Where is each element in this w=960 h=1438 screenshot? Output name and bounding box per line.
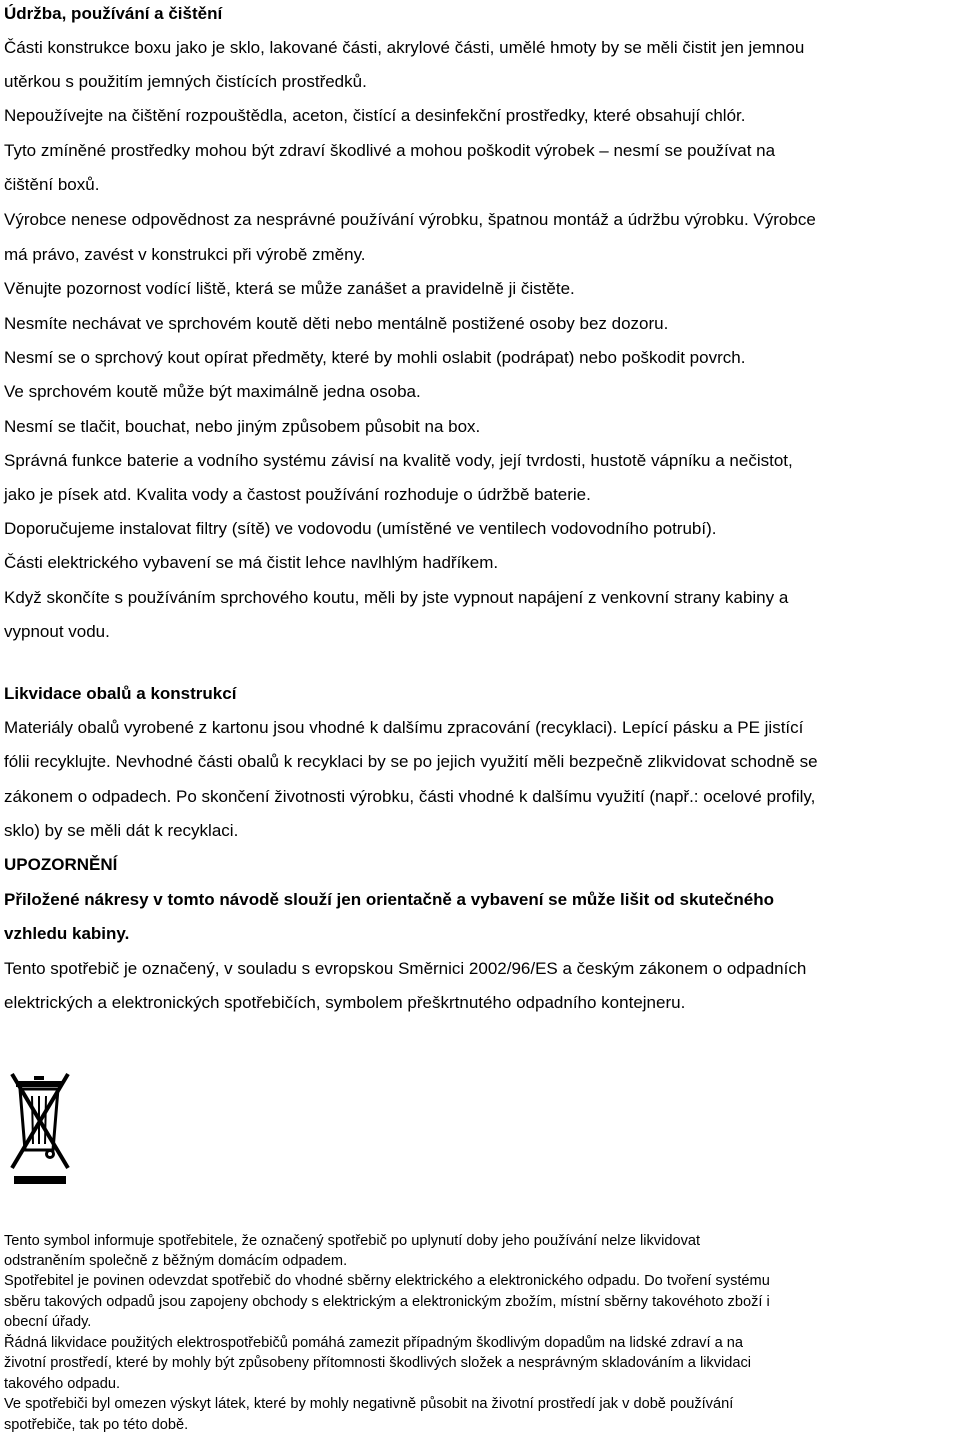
footnote-line: Řádná likvidace použitých elektrospotřebičů pomáhá zamezit případným škodlivým dopadům na lidské zdraví a na <box>4 1335 743 1351</box>
paragraph-line: utěrkou s použitím jemných čistících prostředků. <box>4 72 367 91</box>
paragraph-line: Nesmí se o sprchový kout opírat předměty, které by mohli oslabit (podrápat) nebo poškodit povrch. <box>4 348 746 367</box>
paragraph-line: Nesmíte nechávat ve sprchovém koutě děti nebo mentálně postižené osoby bez dozoru. <box>4 314 669 333</box>
paragraph-line: zákonem o odpadech. Po skončení životnosti výrobku, části vhodné k dalšímu využití (např.: ocelové profily, <box>4 787 816 806</box>
footnote-line: sběru takových odpadů jsou zapojeny obchody s elektrickým a elektronickým zbožím, místní sběrny takovéhoto zboží i <box>4 1294 770 1310</box>
paragraph-line: Výrobce nenese odpovědnost za nesprávné používání výrobku, špatnou montáž a údržbu výrobku. Výrobce <box>4 210 816 229</box>
footnote-line: obecní úřady. <box>4 1314 92 1330</box>
paragraph-line: Materiály obalů vyrobené z kartonu jsou vhodné k dalšímu zpracování (recyklaci). Lepící pásku a PE jistící <box>4 718 804 737</box>
paragraph-line: Části konstrukce boxu jako je sklo, lakované části, akrylové části, umělé hmoty by se měli čistit jen jemnou <box>4 38 805 57</box>
heading-warning: UPOZORNĚNÍ <box>4 855 118 874</box>
footnote-line: takového odpadu. <box>4 1376 121 1392</box>
heading-maintenance: Údržba, používání a čištění <box>4 4 223 23</box>
paragraph-line: Ve sprchovém koutě může být maximálně jedna osoba. <box>4 382 421 401</box>
paragraph-line: fólii recyklujte. Nevhodné části obalů k recyklaci by se po jejich využití měli bezpečně zlikvidovat schodně se <box>4 752 818 771</box>
paragraph-line: Části elektrického vybavení se má čistit lehce navlhlým hadříkem. <box>4 553 499 572</box>
paragraph-line: Nepoužívejte na čištění rozpouštědla, aceton, čistící a desinfekční prostředky, které obsahují chlór. <box>4 106 746 125</box>
paragraph-line: Když skončíte s používáním sprchového koutu, měli by jste vypnout napájení z venkovní strany kabiny a <box>4 588 789 607</box>
paragraph-line: Nesmí se tlačit, bouchat, nebo jiným způsobem působit na box. <box>4 417 481 436</box>
paragraph-line: sklo) by se měli dát k recyklaci. <box>4 821 239 840</box>
paragraph-line: Tento spotřebič je označený, v souladu s evropskou Směrnici 2002/96/ES a českým zákonem o odpadních <box>4 959 807 978</box>
paragraph-line: elektrických a elektronických spotřebičích, symbolem přeškrtnutého odpadního kontejneru. <box>4 993 686 1012</box>
footnote-line: spotřebiče, tak po této době. <box>4 1417 189 1433</box>
paragraph-line: Tyto zmíněné prostředky mohou být zdraví škodlivé a mohou poškodit výrobek – nesmí se používat na <box>4 141 776 160</box>
warning-bold-line: Přiložené nákresy v tomto návodě slouží jen orientačně a vybavení se může lišit od skutečného <box>4 890 774 909</box>
warning-bold-line: vzhledu kabiny. <box>4 924 130 943</box>
paragraph-line: má právo, zavést v konstrukci při výrobě změny. <box>4 245 366 264</box>
paragraph-line: čištění boxů. <box>4 175 100 194</box>
footnote-line: Ve spotřebiči byl omezen výskyt látek, které by mohly negativně působit na životní prostředí jak v době používání <box>4 1396 734 1412</box>
paragraph-line: Správná funkce baterie a vodního systému závisí na kvalitě vody, její tvrdosti, hustotě vápníku a nečistot, <box>4 451 793 470</box>
paragraph-line: Věnujte pozornost vodící liště, která se může zanášet a pravidelně ji čistěte. <box>4 279 575 298</box>
paragraph-line: vypnout vodu. <box>4 622 110 641</box>
crossed-out-wheelie-bin-icon <box>8 1068 72 1188</box>
footnote-line: Tento symbol informuje spotřebitele, že označený spotřebič po uplynutí doby jeho používání nelze likvidovat <box>4 1233 701 1249</box>
heading-disposal: Likvidace obalů a konstrukcí <box>4 684 237 703</box>
footnote-line: odstraněním společně z běžným domácím odpadem. <box>4 1253 348 1269</box>
footnote-line: životní prostředí, které by mohly být způsobeny přítomnosti škodlivých složek a nesprávným skladováním a likvidaci <box>4 1355 752 1371</box>
paragraph-line: Doporučujeme instalovat filtry (sítě) ve vodovodu (umístěné ve ventilech vodovodního potrubí). <box>4 519 717 538</box>
paragraph-line: jako je písek atd. Kvalita vody a častost používání rozhoduje o údržbě baterie. <box>4 485 591 504</box>
footnote-line: Spotřebitel je povinen odevzdat spotřebič do vhodné sběrny elektrického a elektronického odpadu. Do tvoření systému <box>4 1273 770 1289</box>
